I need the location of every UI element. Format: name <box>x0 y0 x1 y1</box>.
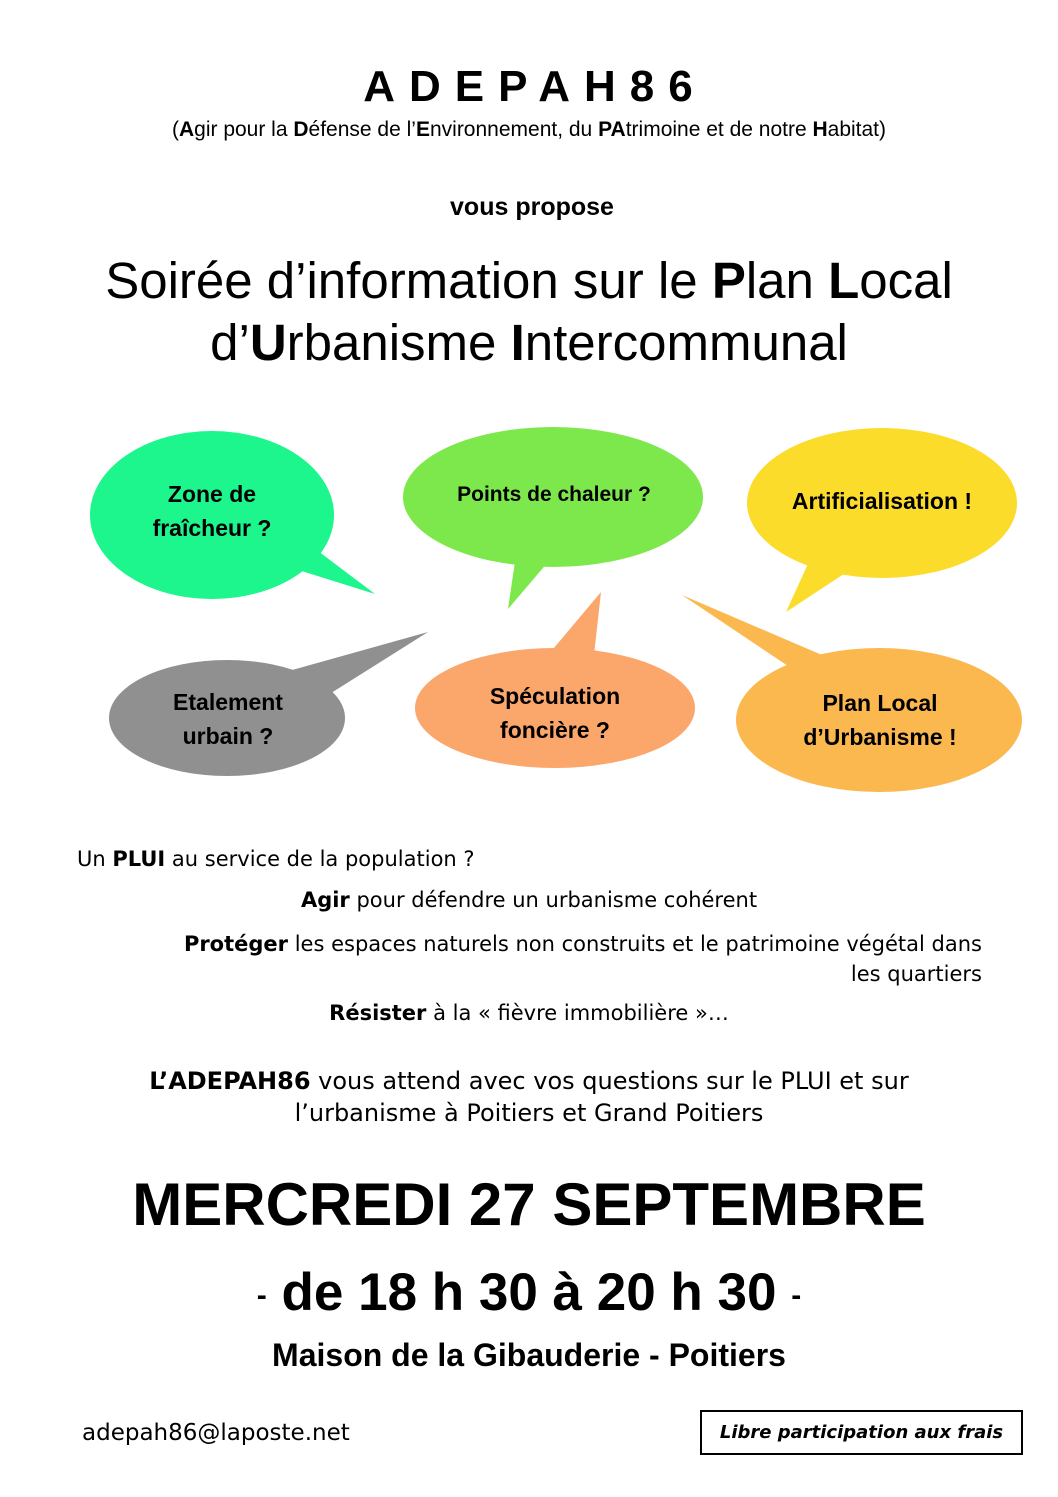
bubble-line: Points de chaleur ? <box>457 483 651 506</box>
body-emphasis: Résister <box>329 1001 427 1025</box>
bubble-plan-local-label <box>765 686 995 754</box>
organization-title: ADEPAH86 <box>363 62 707 111</box>
time-dash: - <box>256 1279 267 1312</box>
bubble-line: fraîcheur ? <box>152 515 272 541</box>
bubble-line: Spéculation <box>489 683 621 709</box>
invitation-text <box>0 1065 1058 1129</box>
time-text: de 18 h 30 à 20 h 30 <box>281 1263 777 1322</box>
bubble-zone-fraicheur-tail <box>292 545 375 594</box>
subtitle-letter: PA <box>598 118 626 141</box>
subtitle-letter: H <box>812 118 828 141</box>
subtitle-text: gir pour la <box>194 118 294 141</box>
headline-letter: U <box>249 314 287 371</box>
proposes-label: vous propose <box>450 193 614 221</box>
headline-letter: I <box>510 314 525 371</box>
headline-text: rbanisme <box>286 314 511 371</box>
bubble-line: foncière ? <box>500 717 610 743</box>
body-text: à la « fièvre immobilière »… <box>426 1001 729 1025</box>
body-line-proteger <box>40 929 982 989</box>
participation-fee-box <box>700 1410 1023 1455</box>
participation-fee-text: Libre participation aux frais <box>719 1422 1004 1443</box>
body-emphasis: Protéger <box>183 932 289 956</box>
bubble-line: Artificialisation ! <box>791 488 973 514</box>
event-time <box>0 1262 1058 1323</box>
invitation-line-1 <box>0 1065 1058 1097</box>
body-text: les espaces naturels non construits et le patrimoine végétal dans <box>288 932 982 956</box>
bubble-line: Zone de <box>167 481 257 507</box>
subtitle-text: trimoine et de notre <box>625 118 813 141</box>
event-venue: Maison de la Gibauderie - Poitiers <box>272 1337 786 1373</box>
body-text: au service de la population ? <box>165 847 475 871</box>
body-line-resister <box>0 1001 1058 1025</box>
headline-text: d’ <box>210 314 250 371</box>
headline-text: Soirée d’information sur le <box>105 252 712 309</box>
subtitle-text: éfense de l’ <box>308 118 416 141</box>
body-text: pour défendre un urbanisme cohérent <box>349 888 758 912</box>
event-date: MERCREDI 27 SEPTEMBRE <box>132 1171 926 1238</box>
bubble-speculation-fonciere-label <box>445 679 665 747</box>
time-dash: - <box>791 1279 802 1312</box>
bubble-speculation-fonciere-tail <box>548 592 601 655</box>
body-line-agir <box>0 888 1058 912</box>
invitation-line-2: l’urbanisme à Poitiers et Grand Poitiers <box>294 1099 764 1127</box>
headline-letter: L <box>828 252 860 309</box>
body-line-proteger-2: les quartiers <box>850 962 982 986</box>
bubble-line: Etalement <box>173 689 283 715</box>
body-emphasis: PLUI <box>112 847 166 871</box>
invitation-emphasis: L’ADEPAH86 <box>149 1067 311 1095</box>
headline-text: ntercommunal <box>524 314 848 371</box>
bubble-zone-fraicheur-label <box>112 477 312 545</box>
bubble-artificialisation <box>747 428 1017 612</box>
contact-email[interactable]: adepah86@laposte.net <box>82 1420 350 1446</box>
bubble-points-chaleur <box>403 427 703 609</box>
body-text: Un <box>77 847 113 871</box>
headline-text: ocal <box>859 252 953 309</box>
subtitle-letter: E <box>415 118 430 141</box>
body-emphasis: Agir <box>300 888 350 912</box>
headline-letter: P <box>711 252 746 309</box>
subtitle-letter: A <box>178 118 195 141</box>
bubble-etalement-urbain-label <box>118 685 338 753</box>
subtitle-text: abitat) <box>827 118 887 141</box>
bubble-line: d’Urbanisme ! <box>803 724 957 750</box>
subtitle-text: ( <box>171 118 179 141</box>
bubble-line: urbain ? <box>182 723 274 749</box>
bubble-plan-local-tail <box>682 595 822 666</box>
bubble-line: Plan Local <box>822 690 938 716</box>
headline-text: lan <box>745 252 829 309</box>
body-line-proteger-1 <box>40 929 982 959</box>
bubble-artificialisation-label <box>752 484 1012 518</box>
subtitle-letter: D <box>293 118 309 141</box>
invitation-body: vous attend avec vos questions sur le PLUI et sur <box>310 1067 909 1095</box>
bubble-points-chaleur-label <box>410 478 698 512</box>
subtitle-text: nvironnement, du <box>429 118 599 141</box>
body-line-plui <box>77 847 475 871</box>
